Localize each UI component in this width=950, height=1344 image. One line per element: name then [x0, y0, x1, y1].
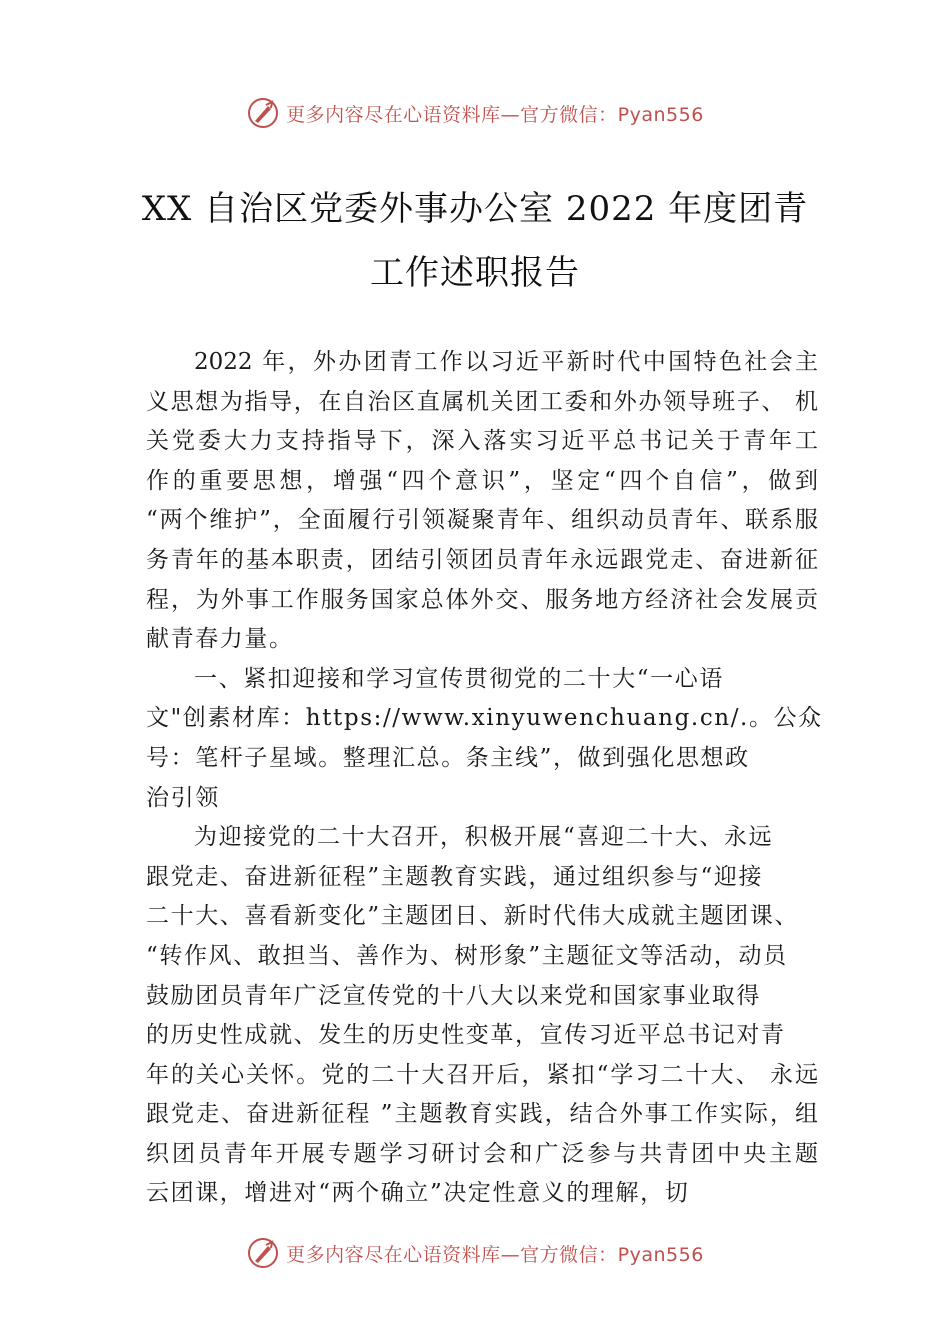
- body-line: 献青春力量。: [146, 626, 294, 653]
- body-line: 务青年的基本职责，团结引领团员青年永远跟党走、奋进新征: [146, 546, 818, 573]
- body-line: 云团课，增进对“两个确立”决定性意义的理解，切: [146, 1180, 690, 1207]
- body-line: “两个维护”，全面履行引领凝聚青年、组织动员青年、联系服: [146, 507, 818, 534]
- section-heading-line: 号：笔杆子星域。整理汇总。条主线”，做到强化思想政: [146, 744, 750, 771]
- pen-logo-icon: [246, 1236, 280, 1270]
- section-heading-line: 文"创素材库：https://www.xinyuwenchuang.cn/.。公众: [146, 705, 823, 732]
- body-line: 二十大、喜看新变化”主题团日、新时代伟大成就主题团课、: [146, 903, 799, 930]
- body-line: 跟党走、奋进新征程”主题教育实践，通过组织参与“迎接: [146, 863, 764, 890]
- body-line: 鼓励团员青年广泛宣传党的十八大以来党和国家事业取得: [146, 982, 761, 1009]
- body-line: 的历史性成就、发生的历史性变革，宣传习近平总书记对青: [146, 1022, 786, 1049]
- body-line: 为迎接党的二十大召开，积极开展“喜迎二十大、永远: [194, 824, 774, 851]
- section-heading-line: 一、紧扣迎接和学习宣传贯彻党的二十大“一心语: [194, 665, 724, 692]
- body-line: 程，为外事工作服务国家总体外交、服务地方经济社会发展贡: [146, 586, 818, 613]
- footer-watermark: [0, 1236, 950, 1270]
- body-line: “转作风、敢担当、善作为、树形象”主题征文等活动，动员: [146, 942, 788, 969]
- body-line: 年的关心关怀。党的二十大召开后，紧扣“学习二十大、 永远: [146, 1061, 818, 1088]
- body-line: 关党委大力支持指导下，深入落实习近平总书记关于青年工: [146, 428, 818, 455]
- pen-logo-icon: [246, 96, 280, 130]
- body-line: 2022 年，外办团青工作以习近平新时代中国特色社会主: [194, 349, 818, 375]
- body-line: 作的重要思想，增强“四个意识”，坚定“四个自信”，做到: [146, 467, 818, 494]
- section-heading-line: 治引领: [146, 784, 220, 811]
- watermark-text: 更多内容尽在心语资料库—官方微信：Pyan556: [286, 103, 704, 126]
- body-line: 织团员青年开展专题学习研讨会和广泛参与共青团中央主题: [146, 1140, 818, 1167]
- document-title-line-2: 工作述职报告: [370, 253, 580, 293]
- document-title-line-1: XX 自治区党委外事办公室 2022 年度团青: [141, 189, 809, 229]
- document-body: [146, 343, 823, 1214]
- body-line: 跟党走、奋进新征程 ”主题教育实践，结合外事工作实际，组: [146, 1101, 818, 1128]
- watermark-text: 更多内容尽在心语资料库—官方微信：Pyan556: [286, 1243, 704, 1266]
- header-watermark: [0, 96, 950, 130]
- body-line: 义思想为指导，在自治区直属机关团工委和外办领导班子、 机: [146, 388, 818, 415]
